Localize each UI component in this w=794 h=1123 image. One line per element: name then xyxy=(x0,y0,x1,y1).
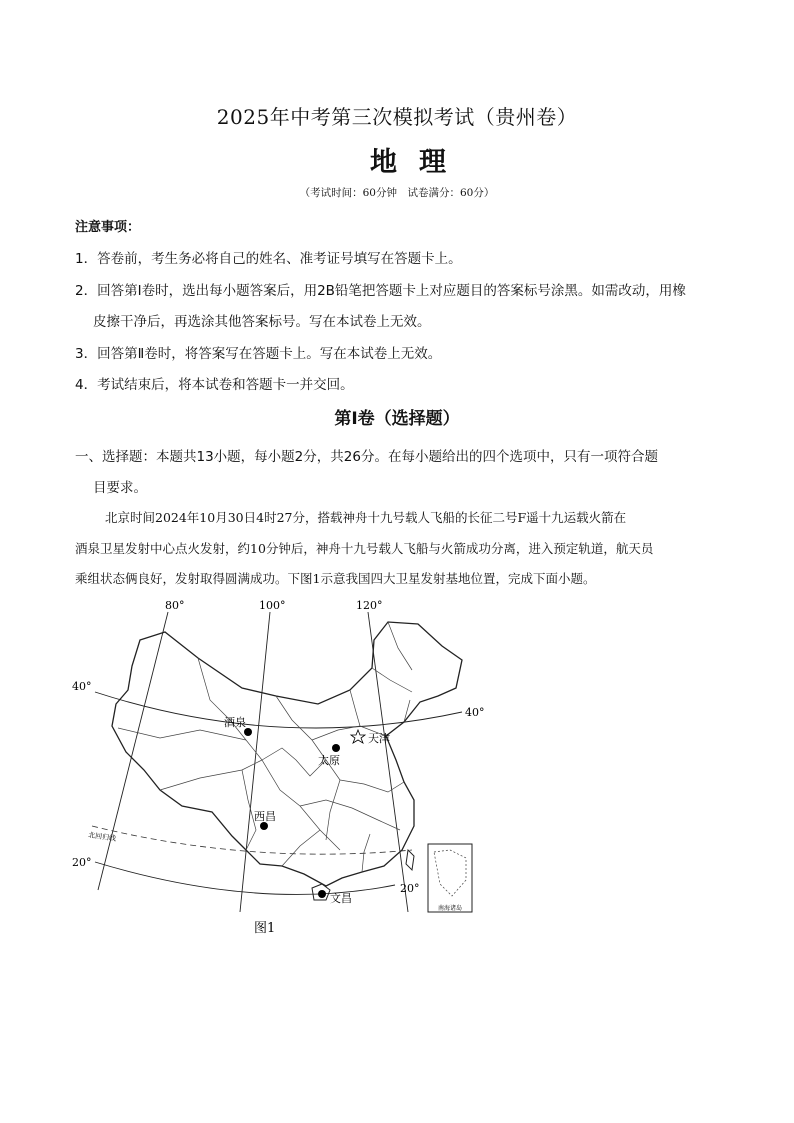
notice-item-2-cont: 皮擦干净后，再选涂其他答案标号。写在本试卷上无效。 xyxy=(93,314,431,330)
section-title: 第Ⅰ卷（选择题） xyxy=(334,409,460,429)
notice-heading: 注意事项： xyxy=(75,220,141,235)
meridian-80 xyxy=(98,612,168,890)
passage-line-2: 酒泉卫星发射中心点火发射，约10分钟后，神舟十九号载人飞船与火箭成功分离，进入预定轨道，航天员 xyxy=(75,541,654,556)
lat-label-40-right: 40° xyxy=(465,706,485,719)
lat-label-20-left: 20° xyxy=(72,856,92,869)
tianjin-label: 天津 xyxy=(368,732,390,745)
tropic-of-cancer xyxy=(92,826,412,854)
site-jiuquan-marker xyxy=(244,728,252,736)
parallel-20 xyxy=(95,862,395,894)
taiwan-island xyxy=(406,850,414,870)
section-instruction-cont: 目要求。 xyxy=(93,480,147,496)
lon-label-100: 100° xyxy=(259,599,286,612)
section-instruction: 一、选择题：本题共13小题，每小题2分，共26分。在每小题给出的四个选项中，只有一项符合题 xyxy=(75,449,658,465)
china-outline xyxy=(112,622,462,886)
capital-star-icon xyxy=(351,730,365,743)
passage-line-1: 北京时间2024年10月30日4时27分，搭载神舟十九号载人飞船的长征二号F遥十九运载火箭在 xyxy=(105,510,627,525)
lat-label-20-right: 20° xyxy=(400,882,420,895)
site-wenchang-label: 文昌 xyxy=(330,892,352,905)
figure-caption: 图1 xyxy=(254,921,276,936)
subject-title: 地理 xyxy=(370,147,468,178)
site-taiyuan-label: 太原 xyxy=(318,754,340,767)
meridian-100 xyxy=(240,612,270,912)
lat-label-40-left: 40° xyxy=(72,680,92,693)
tropic-label: 北回归线 xyxy=(87,831,117,843)
notice-item-2: 2．回答第Ⅰ卷时，选出每小题答案后，用2B铅笔把答题卡上对应题目的答案标号涂黑。如需改动，用橡 xyxy=(75,283,686,299)
notice-item-3: 3．回答第Ⅱ卷时，将答案写在答题卡上。写在本试卷上无效。 xyxy=(75,346,442,362)
exam-info: （考试时间：60分钟 试卷满分：60分） xyxy=(299,187,495,199)
site-xichang-marker xyxy=(260,822,268,830)
site-xichang-label: 西昌 xyxy=(254,810,276,823)
site-wenchang-marker xyxy=(318,890,326,898)
lon-label-80: 80° xyxy=(165,599,185,612)
meridian-120 xyxy=(368,612,408,912)
lon-label-120: 120° xyxy=(356,599,383,612)
site-jiuquan-label: 酒泉 xyxy=(224,716,246,729)
exam-title: 2025年中考第三次模拟考试（贵州卷） xyxy=(216,105,578,129)
inset-label: 南海诸岛 xyxy=(437,905,463,912)
notice-item-4: 4．考试结束后，将本试卷和答题卡一并交回。 xyxy=(75,377,354,393)
passage-line-3: 乘组状态俩良好，发射取得圆满成功。下图1示意我国四大卫星发射基地位置，完成下面小题。 xyxy=(75,571,596,586)
site-taiyuan-marker xyxy=(332,744,340,752)
notice-item-1: 1．答卷前，考生务必将自己的姓名、准考证号填写在答题卡上。 xyxy=(75,251,462,267)
